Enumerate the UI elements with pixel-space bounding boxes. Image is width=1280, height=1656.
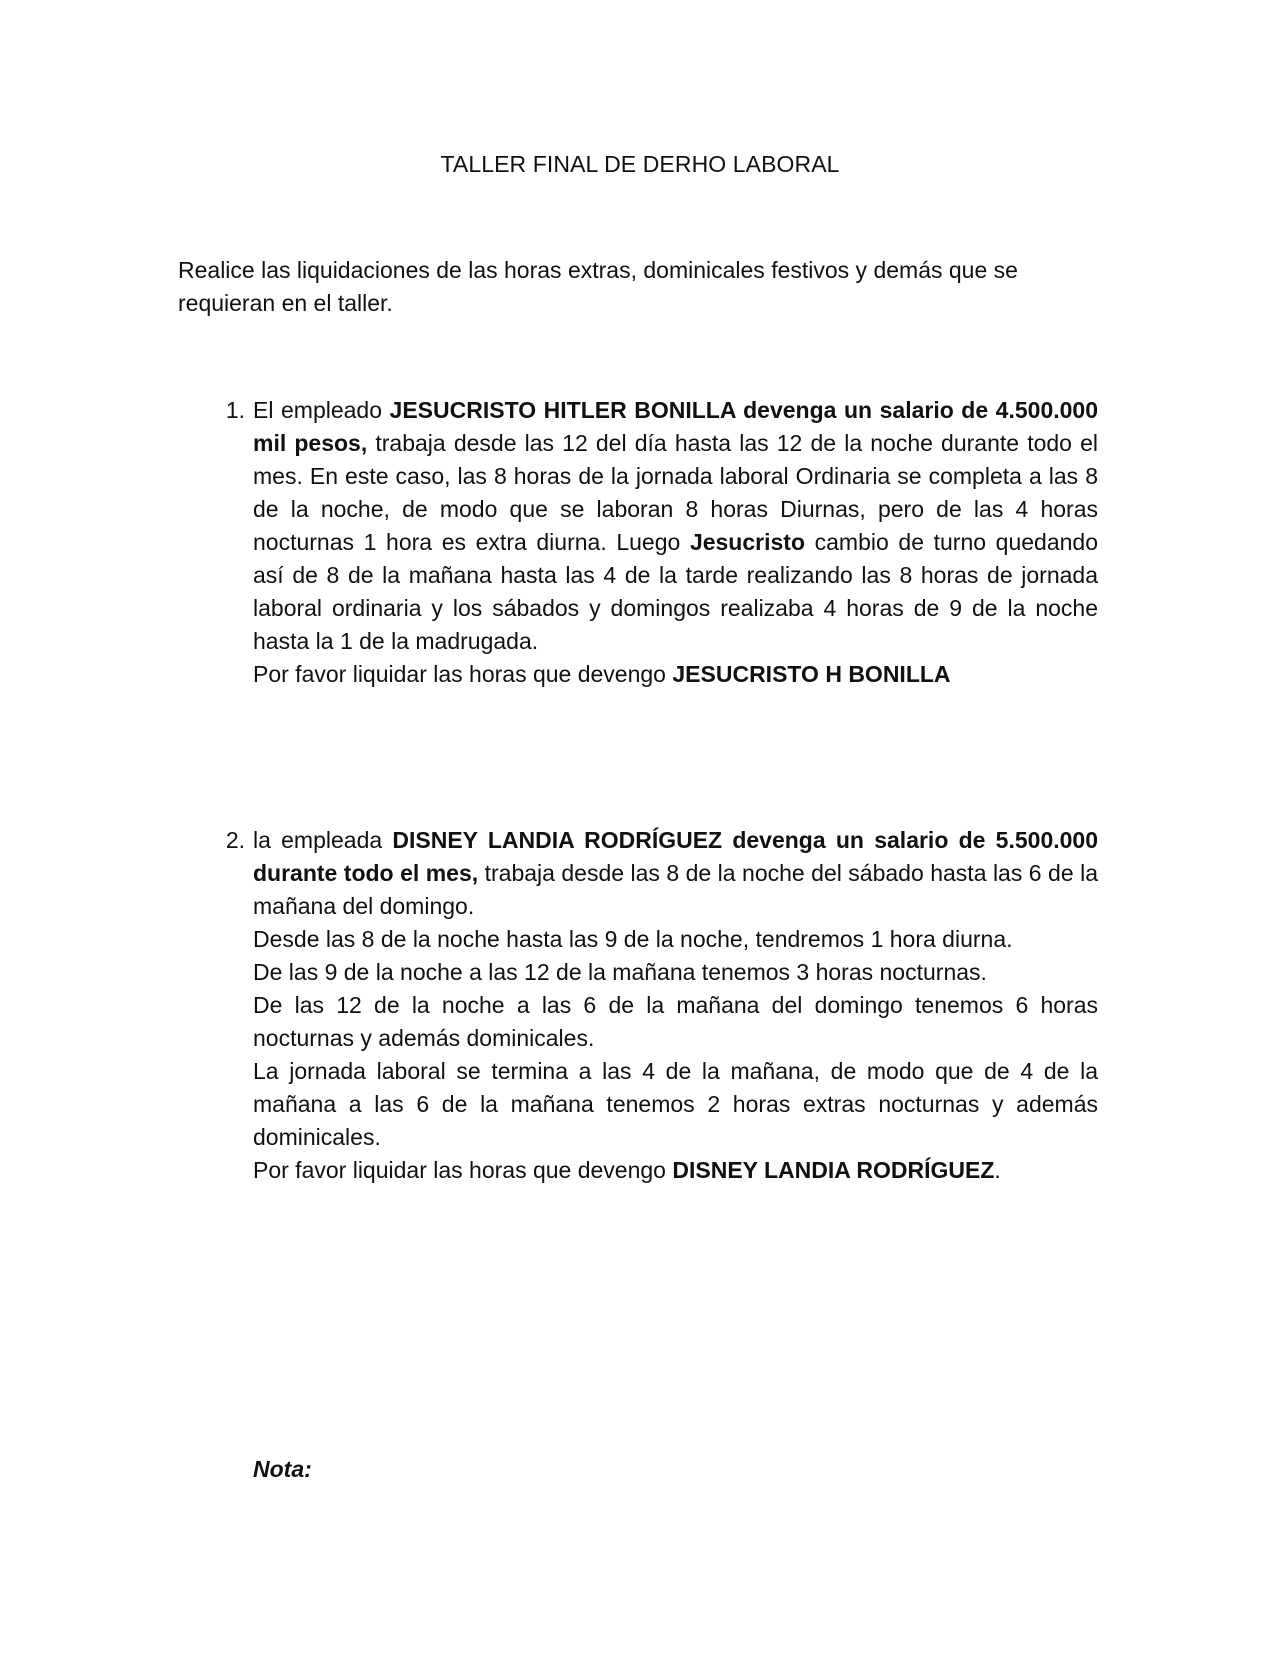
item-1-text-1: El empleado <box>253 397 390 423</box>
item-1-bold-2: Jesucristo <box>689 529 805 555</box>
item-2-closing-bold: DISNEY LANDIA RODRÍGUEZ <box>672 1157 995 1183</box>
item-2-closing-end: . <box>994 1157 1001 1183</box>
intro-paragraph: Realice las liquidaciones de las horas extras, dominicales festivos y demás que se requieran en el taller. <box>178 257 1018 316</box>
document-title: TALLER FINAL DE DERHO LABORAL <box>440 151 840 177</box>
item-2-paragraph-4: De las 12 de la noche a las 6 de la mañana del domingo tenemos 6 horas nocturnas y además dominicales. <box>253 992 1098 1051</box>
item-2-bold-1: DISNEY LANDIA RODRÍGUEZ devenga un salario de 5.500.000 durante todo el mes, <box>253 827 1098 886</box>
item-2-paragraph-2: Desde las 8 de la noche hasta las 9 de la noche, tendremos 1 hora diurna. <box>253 926 1013 952</box>
item-1-bold-1: JESUCRISTO HITLER BONILLA devenga un salario de 4.500.000 mil pesos, <box>253 397 1099 456</box>
list-item-1 <box>225 394 1099 691</box>
item-2-closing-text: Por favor liquidar las horas que devengo <box>253 1157 673 1183</box>
item-1-closing-bold: JESUCRISTO H BONILLA <box>672 661 951 687</box>
list-item-2-body <box>253 824 1098 923</box>
list-item-1-body <box>253 394 1098 658</box>
item-2-text-2: trabaja desde las 8 de la noche del sábado hasta las 6 de la mañana del domingo. <box>253 860 1098 919</box>
item-2-text-1: la empleada <box>253 827 393 853</box>
item-2-paragraph-5: La jornada laboral se termina a las 4 de la mañana, de modo que de 4 de la mañana a las 6 de la mañana tenemos 2 horas extras nocturnas y además dominicales. <box>253 1058 1098 1150</box>
item-1-closing-text: Por favor liquidar las horas que devengo <box>253 661 673 687</box>
item-2-paragraph-3: De las 9 de la noche a las 12 de la mañana tenemos 3 horas nocturnas. <box>253 959 987 985</box>
list-item-2-closing <box>253 1154 1098 1187</box>
item-1-text-3: cambio de turno quedando así de 8 de la mañana hasta las 4 de la tarde realizando las 8 horas de jornada laboral ordinaria y los sábados y domingos realizaba 4 horas de 9 de la noche hasta la 1 de la madrugada. <box>253 529 1098 654</box>
list-item-2-number: 2. <box>225 827 245 853</box>
list-item-1-closing <box>253 658 1098 691</box>
list-item-1-number: 1. <box>225 397 245 423</box>
nota-label: Nota: <box>253 1456 312 1482</box>
item-1-text-2: trabaja desde las 12 del día hasta las 12 de la noche durante todo el mes. En este caso, las 8 horas de la jornada laboral Ordinaria se completa a las 8 de la noche, de modo que se laboran 8 horas Diurnas, pero de las 4 horas nocturnas 1 hora es extra diurna. Luego <box>253 430 1098 555</box>
list-item-2 <box>225 824 1098 1187</box>
